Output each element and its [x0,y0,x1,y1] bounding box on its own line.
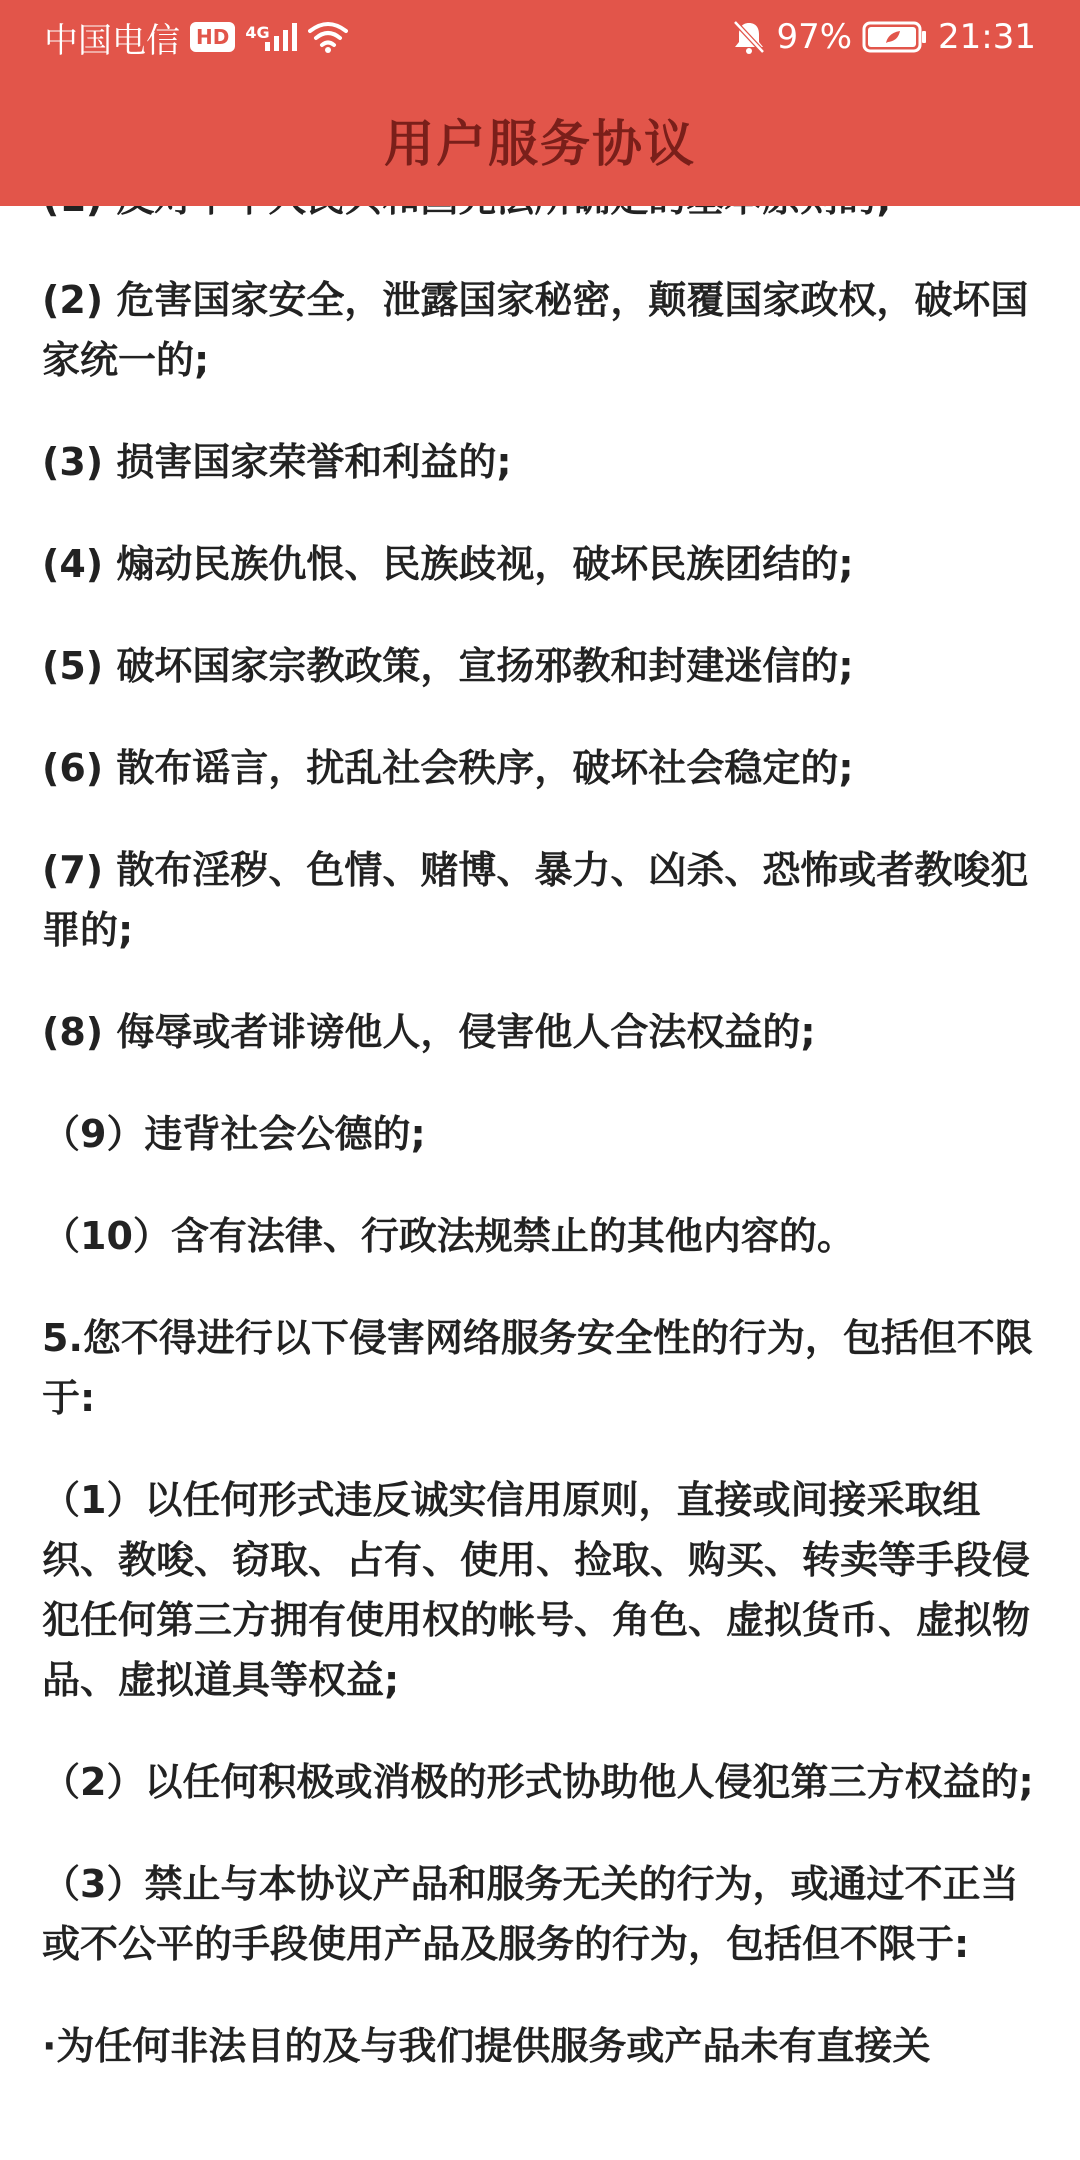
title-bar [0,74,1080,206]
status-bar-left [44,14,348,60]
bell-muted-icon [732,19,766,55]
agreement-paragraph: (5) 破坏国家宗教政策，宣扬邪教和封建迷信的; [42,644,854,688]
agreement-paragraph: (8) 侮辱或者诽谤他人，侵害他人合法权益的; [42,1010,816,1054]
agreement-paragraph: 5.您不得进行以下侵害网络服务安全性的行为，包括但不限于: [42,1316,1033,1420]
wifi-icon [308,21,348,53]
agreement-paragraph: （1）以任何形式违反诚实信用原则，直接或间接采取组织、教唆、窃取、占有、使用、捡取、购买、转卖等手段侵犯任何第三方拥有使用权的帐号、角色、虚拟货币、虚拟物品、虚拟道具等权益; [42,1478,1031,1702]
carrier-name: 中国电信 [44,20,180,61]
battery-icon [862,21,928,53]
agreement-paragraph: (4) 煽动民族仇恨、民族歧视，破坏民族团结的; [42,542,854,586]
agreement-content[interactable] [0,168,1080,2160]
agreement-paragraph: (7) 散布淫秽、色情、赌博、暴力、凶杀、恐怖或者教唆犯罪的; [42,848,1029,952]
agreement-paragraph: （2）以任何积极或消极的形式协助他人侵犯第三方权益的; [42,1760,1034,1804]
agreement-paragraph: (2) 危害国家安全，泄露国家秘密，颠覆国家政权，破坏国家统一的; [42,278,1029,382]
agreement-paragraph: （9）违背社会公德的; [42,1112,426,1156]
agreement-paragraph: (6) 散布谣言，扰乱社会秩序，破坏社会稳定的; [42,746,854,790]
app-header [0,0,1080,206]
agreement-text [42,168,1038,2118]
status-bar-right [732,14,1036,60]
agreement-paragraph: (3) 损害国家荣誉和利益的; [42,440,512,484]
page-title: 用户服务协议 [384,115,696,173]
agreement-paragraph: （3）禁止与本协议产品和服务无关的行为，或通过不正当或不公平的手段使用产品及服务的行为，包括但不限于: [42,1862,1019,1966]
agreement-paragraph: （10）含有法律、行政法规禁止的其他内容的。 [42,1214,855,1258]
hd-badge: HD [190,22,235,52]
network-type: 4G [245,23,270,42]
clock-time: 21:31 [938,17,1036,57]
signal-icon [245,22,297,52]
battery-percent: 97% [776,17,853,57]
status-bar [0,0,1080,74]
agreement-paragraph: ·为任何非法目的及与我们提供服务或产品未有直接关 [42,2024,931,2068]
